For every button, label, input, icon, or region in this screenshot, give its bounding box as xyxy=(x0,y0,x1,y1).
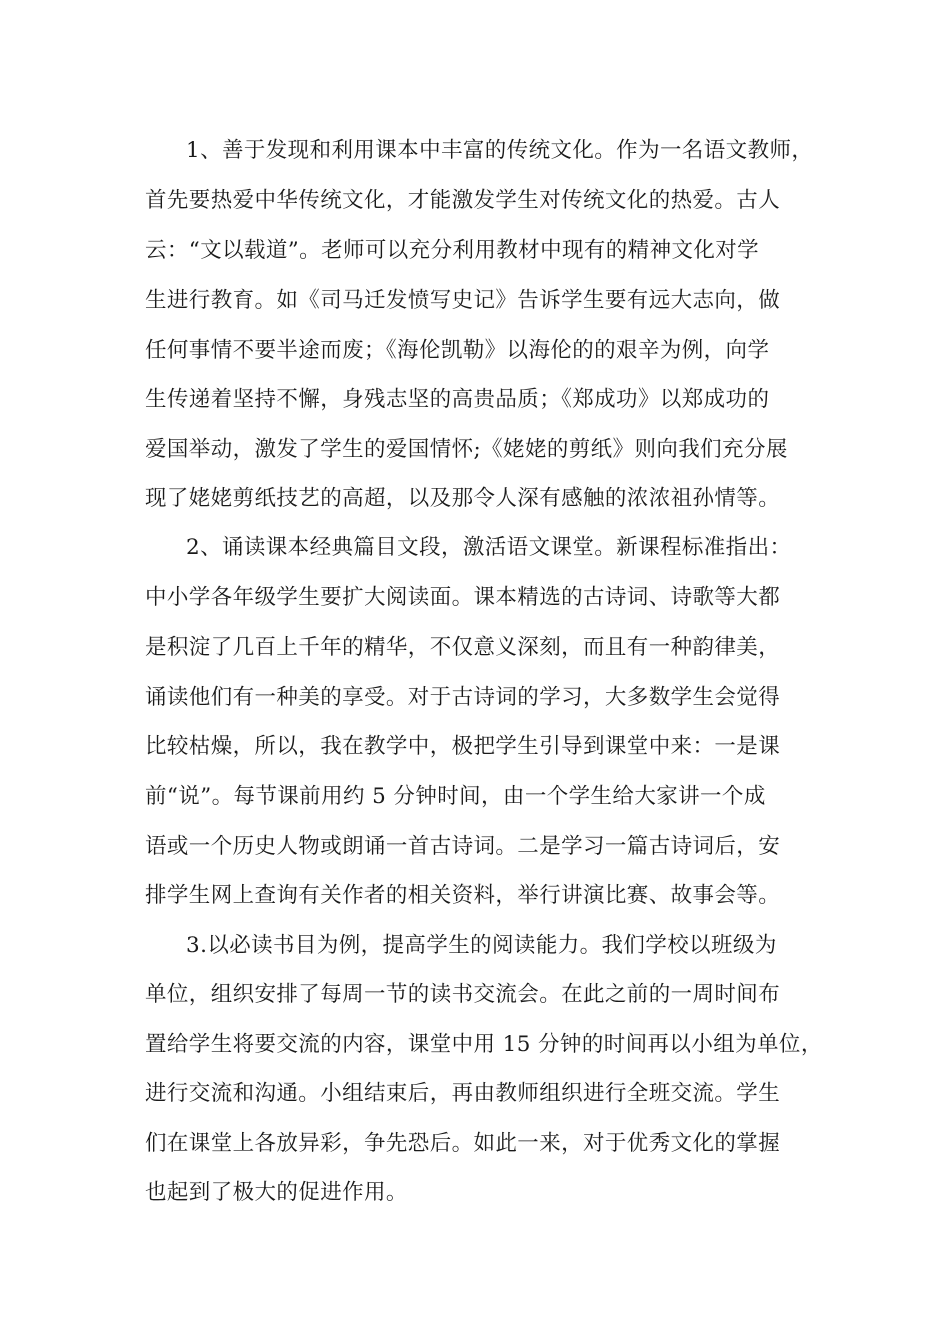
paragraph-3-line-1: 3.以必读书目为例，提高学生的阅读能力。我们学校以班级为 xyxy=(186,933,777,958)
paragraph-3-line-2: 单位，组织安排了每周一节的读书交流会。在此之前的一周时间布 xyxy=(145,982,781,1007)
paragraph-1-line-4: 生进行教育。如《司马迁发愤写史记》告诉学生要有远大志向，做 xyxy=(145,288,781,313)
paragraph-2-line-2: 中小学各年级学生要扩大阅读面。课本精选的古诗词、诗歌等大都 xyxy=(145,585,781,610)
paragraph-1-line-1: 1、善于发现和利用课本中丰富的传统文化。作为一名语文教师， xyxy=(186,138,814,163)
paragraph-2-line-7: 语或一个历史人物或朗诵一首古诗词。二是学习一篇古诗词后，安 xyxy=(145,834,781,859)
paragraph-1-line-8: 现了姥姥剪纸技艺的高超，以及那令人深有感触的浓浓祖孙情等。 xyxy=(145,486,781,511)
paragraph-2-line-5: 比较枯燥，所以，我在教学中，极把学生引导到课堂中来：一是课 xyxy=(145,734,781,759)
paragraph-3-line-5: 们在课堂上各放异彩，争先恐后。如此一来，对于优秀文化的掌握 xyxy=(145,1131,781,1156)
paragraph-3-line-4: 进行交流和沟通。小组结束后，再由教师组织进行全班交流。学生 xyxy=(145,1081,781,1106)
paragraph-3-line-3: 置给学生将要交流的内容，课堂中用 15 分钟的时间再以小组为单位， xyxy=(145,1032,823,1057)
paragraph-1-line-6: 生传递着坚持不懈，身残志坚的高贵品质；《郑成功》以郑成功的 xyxy=(145,387,770,412)
paragraph-2-line-6: 前“说”。每节课前用约 5 分钟时间，由一个学生给大家讲一个成 xyxy=(145,784,766,809)
paragraph-2-line-1: 2、诵读课本经典篇目文段，激活语文课堂。新课程标准指出： xyxy=(186,535,792,560)
paragraph-2-line-3: 是积淀了几百上千年的精华，不仅意义深刻，而且有一种韵律美， xyxy=(145,635,781,660)
paragraph-2-line-4: 诵读他们有一种美的享受。对于古诗词的学习，大多数学生会觉得 xyxy=(145,685,781,710)
paragraph-1-line-2: 首先要热爱中华传统文化，才能激发学生对传统文化的热爱。古人 xyxy=(145,188,781,213)
paragraph-1-line-3: 云：“文以载道”。老师可以充分利用教材中现有的精神文化对学 xyxy=(145,238,760,263)
paragraph-2-line-8: 排学生网上查询有关作者的相关资料，举行讲演比赛、故事会等。 xyxy=(145,883,781,908)
paragraph-1-line-7: 爱国举动，激发了学生的爱国情怀;《姥姥的剪纸》则向我们充分展 xyxy=(145,437,788,462)
paragraph-3-line-6: 也起到了极大的促进作用。 xyxy=(145,1180,408,1205)
paragraph-1-line-5: 任何事情不要半途而废；《海伦凯勒》以海伦的的艰辛为例，向学 xyxy=(145,338,770,363)
